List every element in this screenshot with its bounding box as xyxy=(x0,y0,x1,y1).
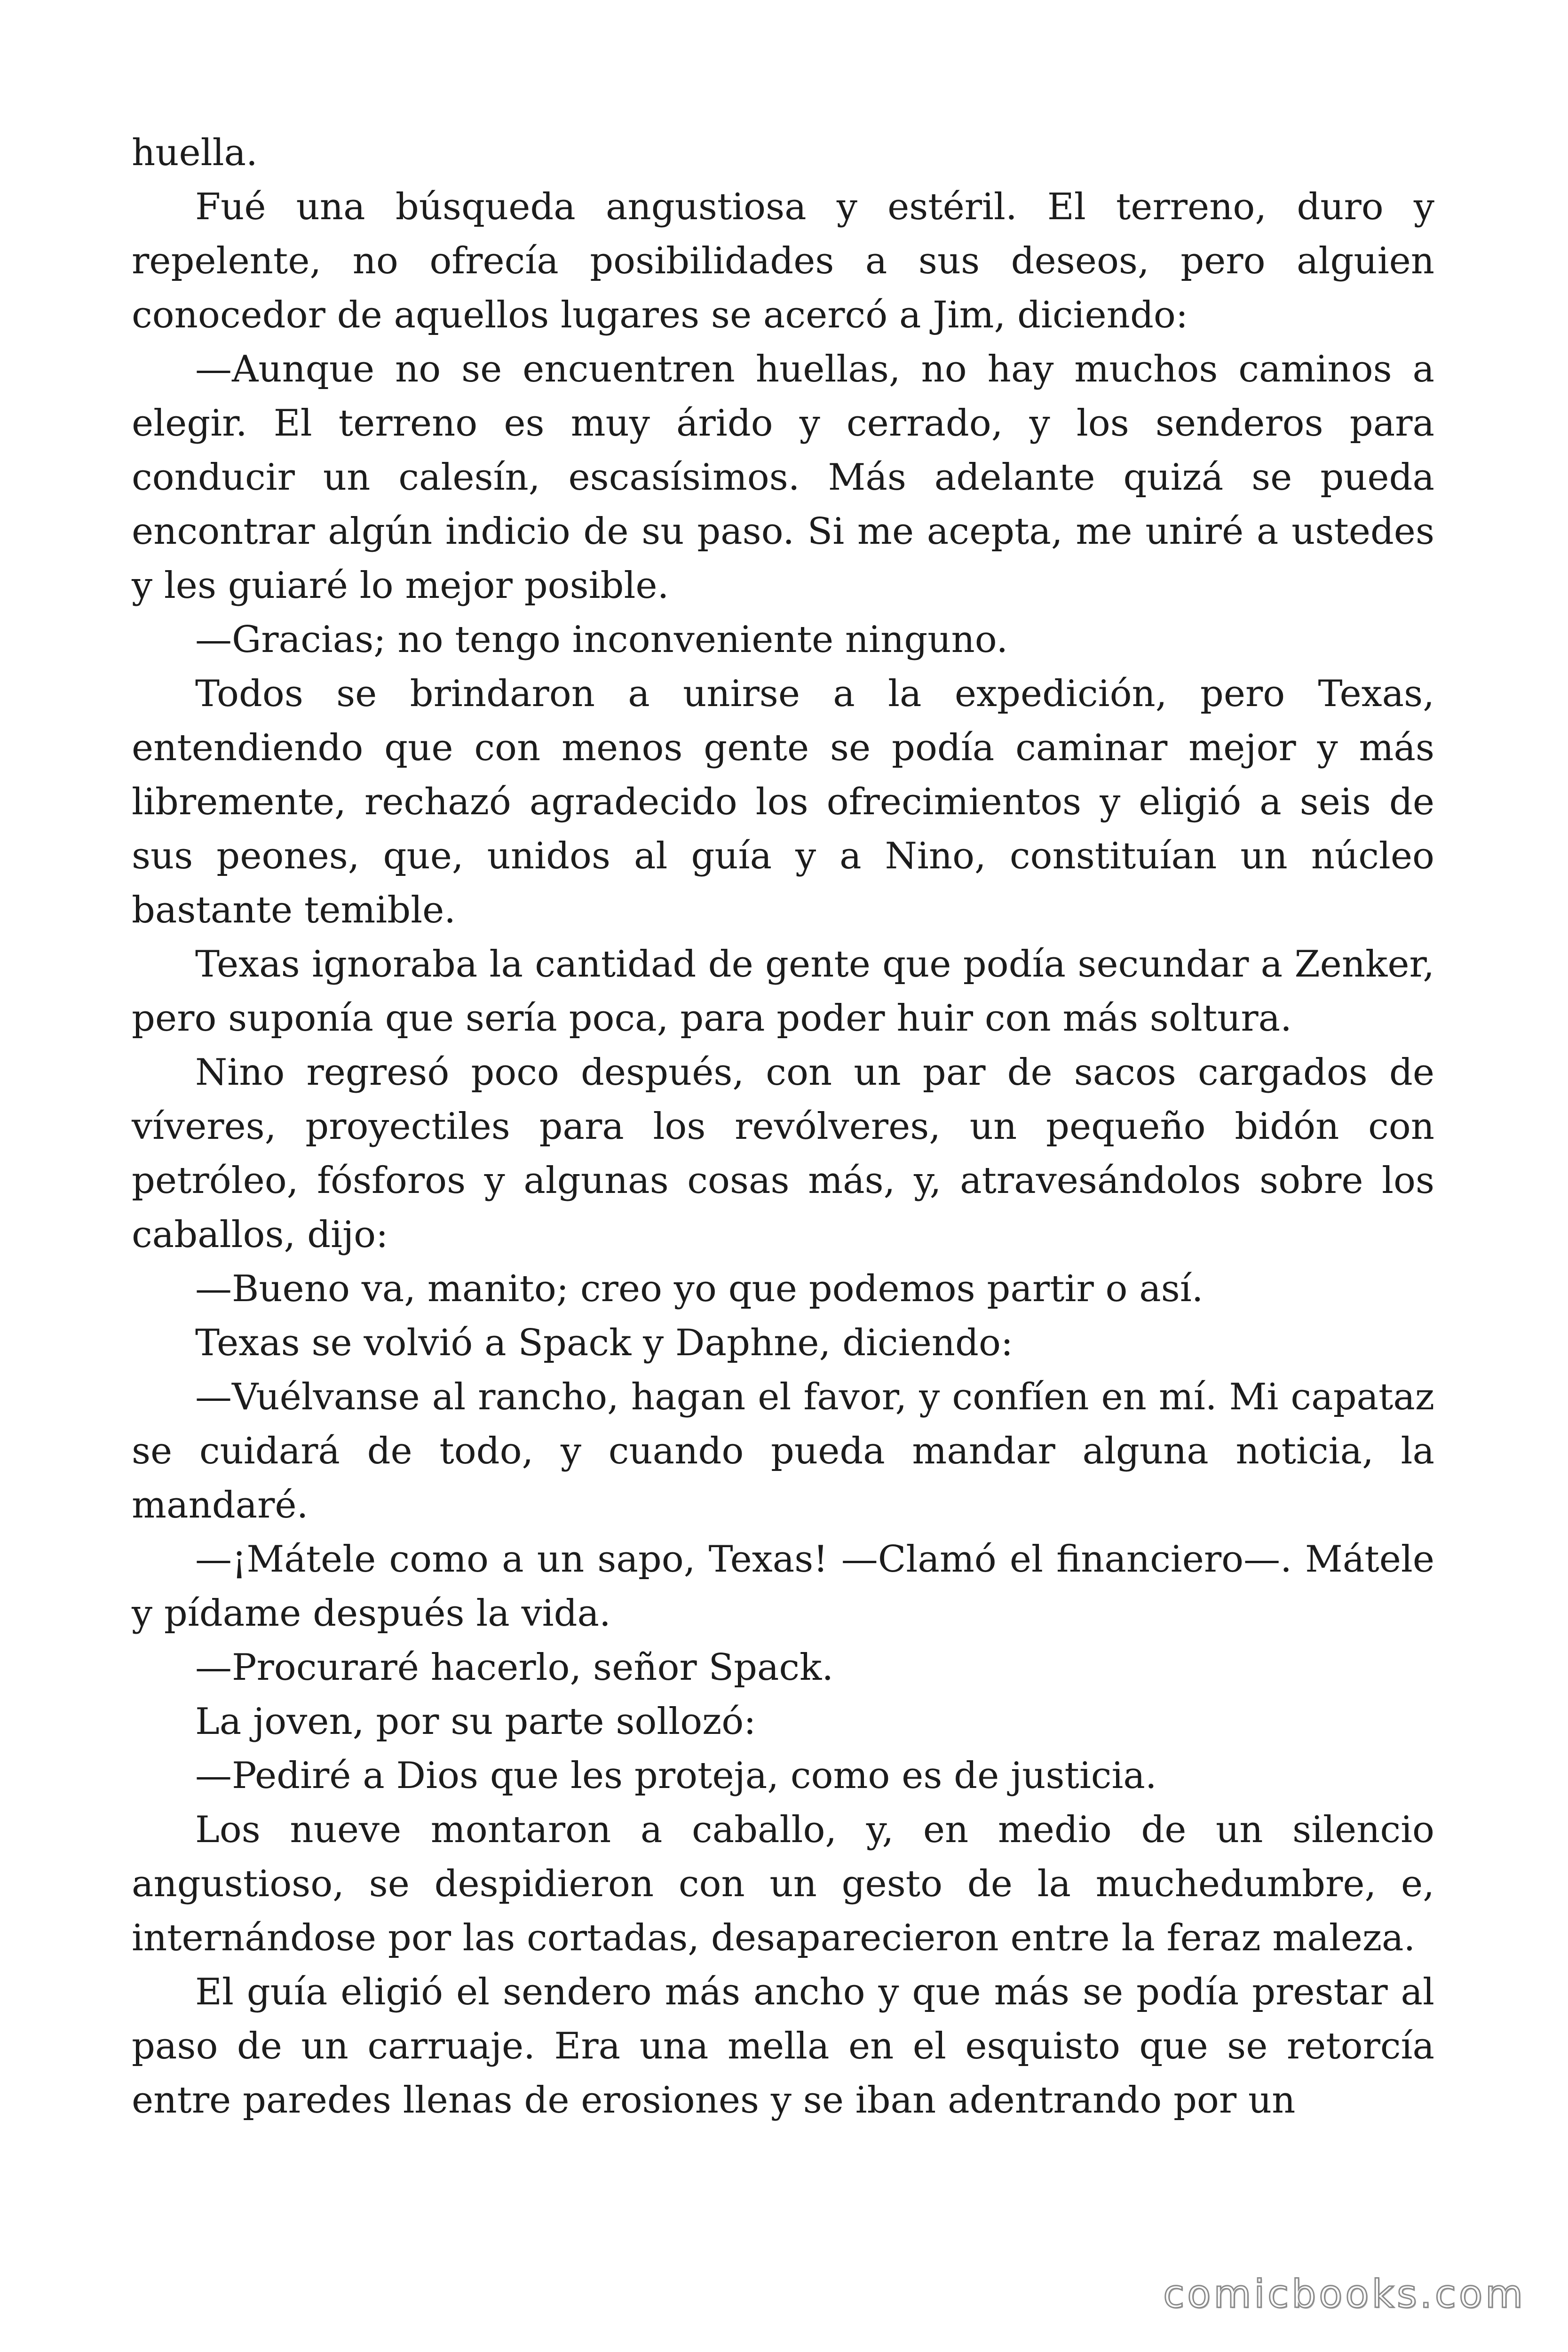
paragraph-9: Texas se volvió a Spack y Daphne, diciendo: xyxy=(195,1322,1014,1364)
paragraph-5: Todos se brindaron a unirse a la expedición, pero Texas, entendiendo que con menos gente se podía caminar mejor y más libremente, rechazó agradecido los ofrecimientos y eligió a seis de sus peones, que, unidos al guía y a Nino, constituían un núcleo bastante temible. xyxy=(132,673,1434,931)
paragraph-13: La joven, por su parte sollozó: xyxy=(195,1700,756,1743)
paragraph-10: —Vuélvanse al rancho, hagan el favor, y confíen en mí. Mi capataz se cuidará de todo, y cuando pueda mandar alguna noticia, la mandaré. xyxy=(132,1376,1434,1526)
paragraph-8: —Bueno va, manito; creo yo que podemos partir o así. xyxy=(195,1268,1204,1310)
paragraph-11: —¡Mátele como a un sapo, Texas! —Clamó el financiero—. Mátele y pídame después la vida. xyxy=(132,1538,1434,1635)
paragraph-7: Nino regresó poco después, con un par de sacos cargados de víveres, proyectiles para los revólveres, un pequeño bidón con petróleo, fósforos y algunas cosas más, y, atravesándolos sobre los caballos, dijo: xyxy=(132,1051,1434,1256)
paragraph-4: —Gracias; no tengo inconveniente ninguno. xyxy=(195,619,1008,661)
site-watermark: comicbooks.com xyxy=(1163,2272,1526,2317)
paragraph-15: Los nueve montaron a caballo, y, en medio de un silencio angustioso, se despidieron con un gesto de la muchedumbre, e, internándose por las cortadas, desaparecieron entre la feraz maleza. xyxy=(132,1809,1434,1959)
book-page-text xyxy=(132,126,1434,2128)
paragraph-16: El guía eligió el sendero más ancho y que más se podía prestar al paso de un carruaje. Era una mella en el esquisto que se retorcía entre paredes llenas de erosiones y se iban adentrando por un xyxy=(132,1971,1434,2122)
paragraph-2: Fué una búsqueda angustiosa y estéril. El terreno, duro y repelente, no ofrecía posibilidades a sus deseos, pero alguien conocedor de aquellos lugares se acercó a Jim, diciendo: xyxy=(132,186,1434,336)
paragraph-12: —Procuraré hacerlo, señor Spack. xyxy=(195,1646,834,1689)
paragraph-3: —Aunque no se encuentren huellas, no hay muchos caminos a elegir. El terreno es muy árido y cerrado, y los senderos para conducir un calesín, escasísimos. Más adelante quizá se pueda encontrar algún indicio de su paso. Si me acepta, me uniré a ustedes y les guiaré lo mejor posible. xyxy=(132,348,1434,607)
paragraph-1: huella. xyxy=(132,132,258,174)
paragraph-14: —Pediré a Dios que les proteja, como es de justicia. xyxy=(195,1755,1157,1797)
paragraph-6: Texas ignoraba la cantidad de gente que podía secundar a Zenker, pero suponía que sería poca, para poder huir con más soltura. xyxy=(132,943,1434,1040)
